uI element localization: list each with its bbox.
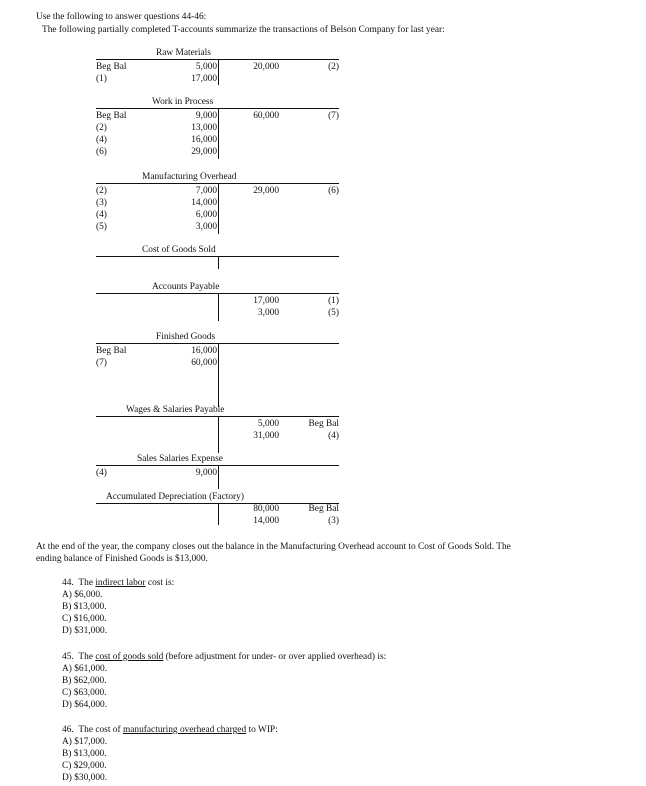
left-label: (7) (96, 358, 107, 368)
question-44 (62, 577, 174, 637)
right-label: Beg Bal (308, 504, 339, 514)
answer-option-c: C) $63,000. (62, 688, 107, 698)
t-account-vertical-line (218, 183, 219, 234)
debit-amount: 9,000 (195, 111, 217, 121)
answer-option-c: C) $29,000. (62, 761, 107, 771)
credit-amount: 31,000 (253, 431, 279, 441)
question-number: 45. (62, 652, 74, 662)
right-labels (309, 110, 339, 122)
right-labels (299, 418, 339, 442)
credit-amount: 29,000 (253, 186, 279, 196)
answer-option-a: A) $61,000. (62, 664, 108, 674)
question-stem (62, 724, 278, 736)
question-key-term: cost of goods sold (95, 652, 164, 662)
question-45 (62, 651, 386, 711)
right-labels (309, 295, 339, 319)
credit-amount: 14,000 (253, 516, 279, 526)
right-label: Beg Bal (308, 419, 339, 429)
answer-option-a: A) $17,000. (62, 737, 108, 747)
answer-option-d: D) $31,000. (62, 626, 108, 636)
right-labels (309, 185, 339, 197)
answer-option-a: A) $6,000. (62, 590, 103, 600)
answer-option-d: D) $30,000. (62, 773, 108, 783)
account-title: Manufacturing Overhead (142, 172, 237, 182)
debit-amount: 60,000 (191, 358, 217, 368)
credit-amount: 17,000 (253, 296, 279, 306)
question-suffix: cost is: (145, 578, 175, 588)
right-label: (7) (328, 111, 339, 121)
debit-amounts (176, 61, 217, 85)
closing-note-line-1: At the end of the year, the company closes out the balance in the Manufacturing Overhead account to Cost of Goods Sold. The (36, 542, 511, 552)
question-suffix: to WIP: (246, 725, 278, 735)
right-labels (309, 61, 339, 73)
left-label: (2) (96, 186, 107, 196)
t-account-vertical-line (218, 503, 219, 525)
left-label: Beg Bal (96, 62, 127, 72)
debit-amount: 5,000 (195, 62, 217, 72)
right-label: (2) (328, 62, 339, 72)
debit-amounts (176, 467, 217, 479)
left-label: (2) (96, 123, 107, 133)
answer-option-b: B) $13,000. (62, 602, 107, 612)
question-key-term: manufacturing overhead charged (122, 725, 247, 735)
t-account-vertical-line (218, 416, 219, 453)
right-label: (1) (328, 296, 339, 306)
debit-amount: 6,000 (195, 210, 217, 220)
t-account-vertical-line (218, 59, 219, 85)
question-prefix: The (78, 652, 96, 662)
debit-amount: 29,000 (191, 147, 217, 157)
account-title: Raw Materials (156, 48, 211, 58)
debit-amounts (176, 345, 217, 369)
question-stem (62, 651, 386, 663)
right-labels (299, 503, 339, 527)
left-labels (96, 345, 126, 369)
answer-option-c: C) $16,000. (62, 614, 107, 624)
debit-amount: 16,000 (191, 346, 217, 356)
left-label: (5) (96, 222, 107, 232)
debit-amount: 13,000 (191, 123, 217, 133)
credit-amount: 60,000 (253, 111, 279, 121)
left-label: (4) (96, 468, 107, 478)
credit-amounts (242, 295, 279, 319)
right-label: (5) (328, 308, 339, 318)
right-label: (3) (328, 516, 339, 526)
account-title: Work in Process (152, 97, 214, 107)
credit-amount: 3,000 (257, 308, 279, 318)
left-label: Beg Bal (96, 111, 127, 121)
credit-amount: 20,000 (253, 62, 279, 72)
closing-note-line-2: ending balance of Finished Goods is $13,000. (36, 554, 208, 564)
debit-amount: 16,000 (191, 135, 217, 145)
answer-option-b: B) $13,000. (62, 749, 107, 759)
left-labels (96, 185, 107, 233)
answer-option-b: B) $62,000. (62, 676, 107, 686)
t-account-vertical-line (218, 108, 219, 159)
account-title: Finished Goods (156, 332, 216, 342)
right-label: (6) (328, 186, 339, 196)
account-title: Accounts Payable (152, 282, 220, 292)
t-account-vertical-line (218, 256, 219, 269)
credit-amounts (242, 110, 279, 122)
credit-amounts (242, 61, 279, 73)
credit-amount: 80,000 (253, 504, 279, 514)
credit-amounts (242, 503, 279, 527)
debit-amount: 9,000 (195, 468, 217, 478)
credit-amount: 5,000 (257, 419, 279, 429)
debit-amount: 14,000 (191, 198, 217, 208)
intro-line-1: Use the following to answer questions 44-46: (36, 12, 207, 22)
account-title: Wages & Salaries Payable (126, 405, 225, 415)
question-number: 46. (62, 725, 74, 735)
left-labels (96, 110, 126, 158)
debit-amount: 3,000 (195, 222, 217, 232)
debit-amount: 17,000 (191, 74, 217, 84)
left-label: Beg Bal (96, 346, 127, 356)
question-stem (62, 577, 174, 589)
answer-option-d: D) $64,000. (62, 700, 108, 710)
debit-amounts (176, 110, 217, 158)
t-account-vertical-line (218, 343, 219, 407)
left-label: (1) (96, 74, 107, 84)
question-prefix: The (78, 578, 96, 588)
left-label: (4) (96, 210, 107, 220)
credit-amounts (242, 185, 279, 197)
left-labels (96, 467, 107, 479)
debit-amount: 7,000 (195, 186, 217, 196)
question-46 (62, 724, 278, 784)
question-prefix: The cost of (78, 725, 123, 735)
left-label: (4) (96, 135, 107, 145)
left-labels (96, 61, 126, 85)
account-title: Sales Salaries Expense (137, 454, 223, 464)
credit-amounts (242, 418, 279, 442)
debit-amounts (176, 185, 217, 233)
t-account-vertical-line (218, 293, 219, 321)
left-label: (6) (96, 147, 107, 157)
right-label: (4) (328, 431, 339, 441)
t-account-vertical-line (218, 465, 219, 489)
question-number: 44. (62, 578, 74, 588)
intro-line-2: The following partially completed T-accounts summarize the transactions of Belson Company for last year: (42, 25, 445, 35)
left-label: (3) (96, 198, 107, 208)
account-title: Accumulated Depreciation (Factory) (106, 492, 244, 502)
question-key-term: indirect labor (95, 578, 146, 588)
question-suffix: (before adjustment for under- or over applied overhead) is: (163, 652, 387, 662)
account-title: Cost of Goods Sold (142, 245, 216, 255)
